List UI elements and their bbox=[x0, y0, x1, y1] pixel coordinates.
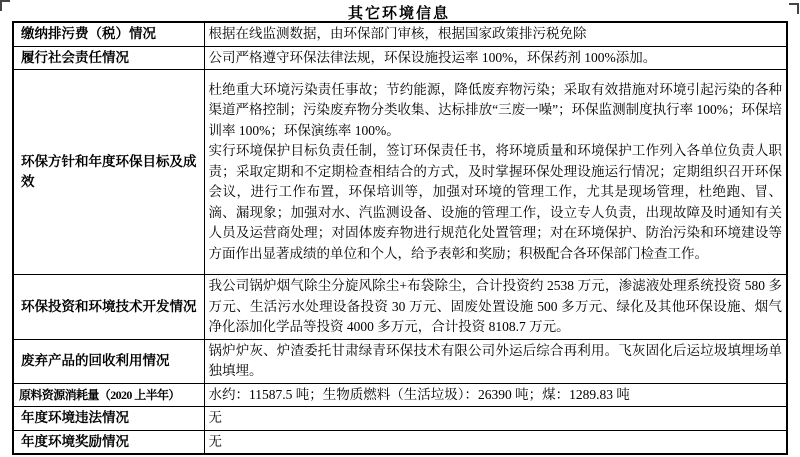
page-title: 其它环境信息 bbox=[347, 6, 450, 22]
policy-paragraph-1: 杜绝重大环境污染责任事故；节约能源，降低废弃物污染；采取有效措施对环境引起污染的各种渠道严格控制；污染废弃物分类收集、达标排放“三废一噪”；环保监测制度执行率 100%；环保培训率 100%；环保演练率 100%。 bbox=[208, 81, 782, 138]
row-label-env-investment: 环保投资和环境技术开发情况 bbox=[13, 275, 204, 340]
row-label-env-violations: 年度环境违法情况 bbox=[13, 407, 204, 431]
row-content-env-awards: 无 bbox=[204, 430, 787, 454]
row-content-waste-recycling: 锅炉炉灰、炉渣委托甘肃绿青环保技术有限公司外运后综合再利用。飞灰固化后运垃圾填埋场单独填埋。 bbox=[204, 339, 787, 383]
row-content-env-investment: 我公司锅炉烟气除尘分旋风除尘+布袋除尘，合计投资约 2538 万元，渗滤液处理系统投资 580 多万元、生活污水处理设备投资 30 万元、固废处置设施 500 多万元、绿化及其他环保设施、烟气净化添加化学品等投资 4000 多万元，合计投资 8108.7 万元。 bbox=[204, 275, 787, 340]
row-content-social-responsibility: 公司严格遵守环保法律法规，环保设施投运率 100%，环保药剂 100%添加。 bbox=[204, 46, 787, 70]
environment-info-table bbox=[12, 21, 788, 455]
table-row bbox=[13, 407, 787, 431]
table-row bbox=[13, 46, 787, 70]
table-row bbox=[13, 275, 787, 340]
policy-paragraph-2: 实行环境保护目标负责任制，签订环保责任书，将环境质量和环境保护工作列入各单位负责人职责；采取定期和不定期检查相结合的方式，及时掌握环保处理设施运行情况；定期组织召开环保会议，进行工作布置，环保培训等，加强对环境的管理工作，尤其是现场管理，杜绝跑、冒、滴、漏现象；加强对水、汽监测设备、设施的管理工作，设立专人负责，出现故障及时通知有关人员及运营商处理；对固体废弃物进行规范化处置管理；对在环境保护、防治污染和环境建设等方面作出显著成绩的单位和个人，给予表彰和奖励；积极配合各环保部门检查工作。 bbox=[208, 143, 782, 261]
row-content-pollution-fee: 根据在线监测数据，由环保部门审核，根据国家政策排污税免除 bbox=[204, 22, 787, 46]
table-row bbox=[13, 22, 787, 46]
row-label-pollution-fee: 缴纳排污费（税）情况 bbox=[13, 22, 204, 46]
row-label-social-responsibility: 履行社会责任情况 bbox=[13, 46, 204, 70]
row-content-env-violations: 无 bbox=[204, 407, 787, 431]
row-content-raw-material-consumption: 水约：11587.5 吨；生物质燃料（生活垃圾）：26390 吨；煤：1289.83 吨 bbox=[204, 383, 787, 407]
table-row bbox=[13, 430, 787, 454]
row-label-env-awards: 年度环境奖励情况 bbox=[13, 430, 204, 454]
table-row bbox=[13, 383, 787, 407]
crop-mark-icon bbox=[0, 0, 10, 11]
row-label-env-policy-goals: 环保方针和年度环保目标及成效 bbox=[13, 70, 204, 275]
crop-mark-icon bbox=[789, 3, 799, 14]
table-row bbox=[13, 70, 787, 275]
row-label-raw-material-consumption: 原料资源消耗量（2020 上半年） bbox=[13, 383, 204, 407]
row-content-env-policy-goals bbox=[204, 70, 787, 275]
table-row bbox=[13, 339, 787, 383]
row-label-waste-recycling: 废弃产品的回收利用情况 bbox=[13, 339, 204, 383]
